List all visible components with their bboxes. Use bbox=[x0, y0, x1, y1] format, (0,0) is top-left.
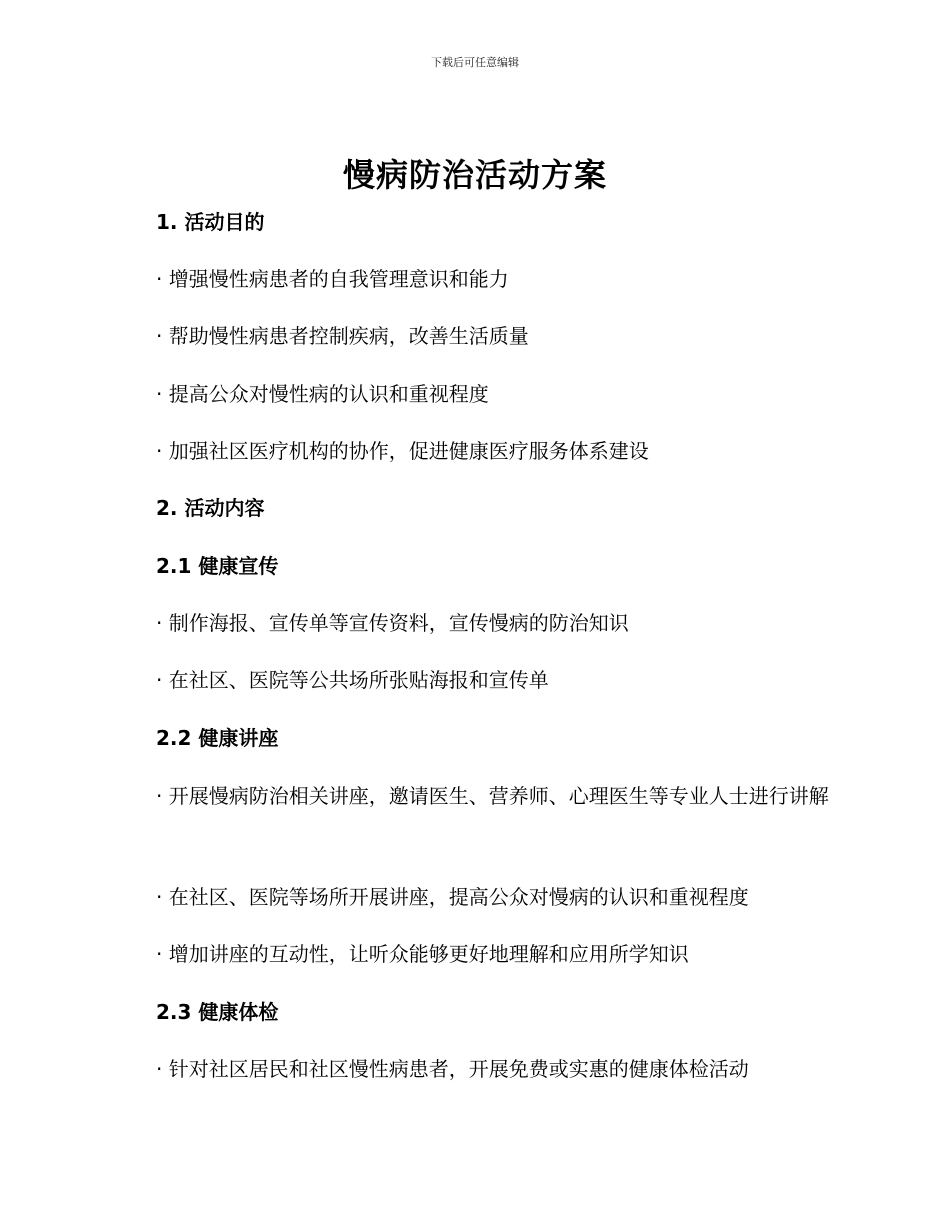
document-title: 慢病防治活动方案 bbox=[342, 156, 607, 194]
list-item: · 提高公众对慢性病的认识和重视程度 bbox=[156, 382, 489, 406]
section-heading-1: 1. 活动目的 bbox=[156, 210, 265, 234]
list-item: · 在社区、医院等公共场所张贴海报和宣传单 bbox=[156, 668, 549, 692]
subsection-heading-2-2: 2.2 健康讲座 bbox=[156, 726, 279, 750]
section-heading-2: 2. 活动内容 bbox=[156, 496, 265, 520]
list-item: · 增强慢性病患者的自我管理意识和能力 bbox=[156, 267, 509, 291]
list-item: · 帮助慢性病患者控制疾病，改善生活质量 bbox=[156, 324, 529, 348]
header-note: 下载后可任意编辑 bbox=[431, 56, 519, 69]
subsection-heading-2-3: 2.3 健康体检 bbox=[156, 1000, 279, 1024]
list-item: · 加强社区医疗机构的协作，促进健康医疗服务体系建设 bbox=[156, 439, 649, 463]
list-item: · 针对社区居民和社区慢性病患者，开展免费或实惠的健康体检活动 bbox=[156, 1057, 749, 1081]
list-item-wrapped: · 开展慢病防治相关讲座，邀请医生、营养师、心理医生等专业人士进行讲解 bbox=[156, 784, 829, 808]
list-item: · 制作海报、宣传单等宣传资料，宣传慢病的防治知识 bbox=[156, 611, 629, 635]
subsection-heading-2-1: 2.1 健康宣传 bbox=[156, 554, 279, 578]
list-item: · 在社区、医院等场所开展讲座，提高公众对慢病的认识和重视程度 bbox=[156, 885, 749, 909]
list-item: · 增加讲座的互动性，让听众能够更好地理解和应用所学知识 bbox=[156, 942, 689, 966]
